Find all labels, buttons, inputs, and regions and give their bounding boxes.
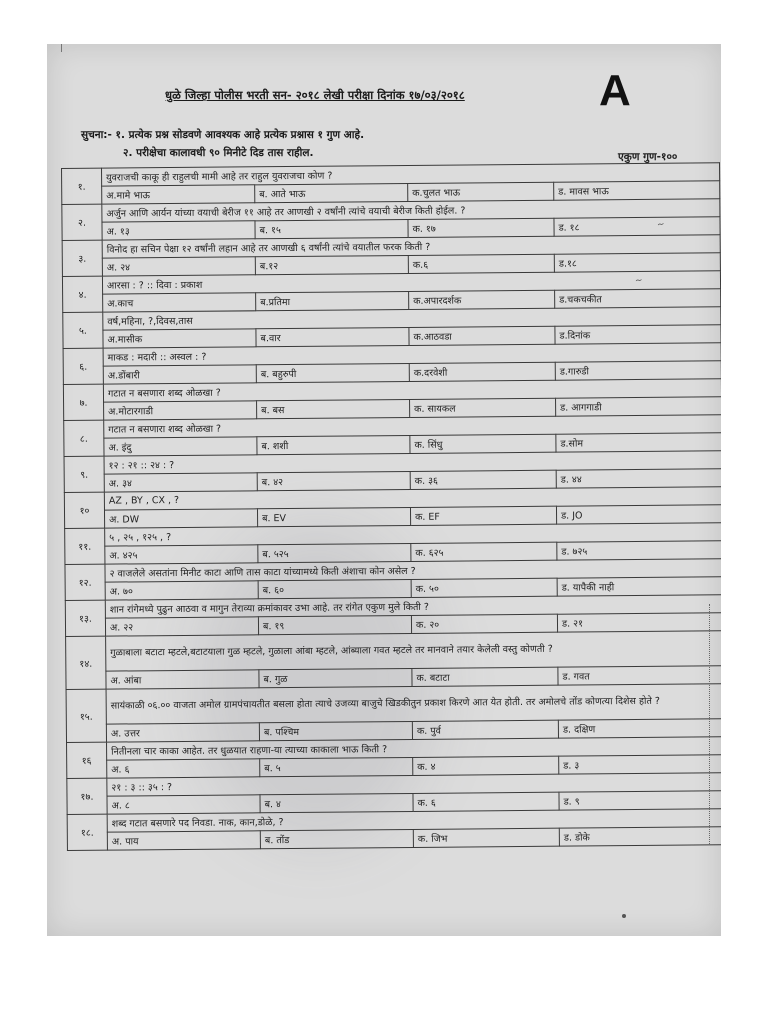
answer-option: अ. १३ (102, 221, 255, 240)
questions-table (61, 162, 721, 851)
answer-option: क.अपारदर्शक (409, 290, 555, 309)
question-text: विनोद हा सचिन पेक्षा १२ वर्षांनी लहान आहे तर आणखी ६ वर्षांनी त्यांचे वयातील फरक किती ? (102, 235, 720, 258)
answer-option: क. ३६ (410, 470, 556, 489)
answer-option: ब. १९ (258, 615, 411, 634)
question-text: १२ : २१ :: २४ : ? (104, 451, 721, 474)
exam-title: धुळे जिल्हा पोलीस भरती सन- २०१८ लेखी परीक्षा दिनांक १७/०३/२०१८ (165, 88, 465, 102)
exam-paper-sheet (47, 44, 721, 936)
margin-scribble (709, 604, 718, 844)
answer-option: ड.गारुडी (555, 361, 721, 380)
answer-option: ड. डोके (559, 827, 721, 846)
question-text: शब्द गटात बसणारे पद निवडा. नाक, कान,डोळे, ? (107, 809, 721, 832)
answer-option: अ. DW (104, 509, 257, 528)
answer-option: अ. ८ (107, 795, 260, 814)
question-text: गटात न बसणारा शब्द ओळखा ? (103, 379, 721, 402)
question-number: २. (62, 204, 102, 240)
answer-option: क. ६ (413, 792, 559, 811)
question-number: ६. (63, 348, 103, 384)
question-text: नितीनला चार काका आहेत. तर धुळयात राहणा-या त्याच्या काकाला भाऊ किती ? (107, 737, 721, 760)
question-text: AZ , BY , CX , ? (104, 487, 721, 510)
answer-option: क. २० (411, 614, 557, 633)
answer-option: ब. ४२ (257, 471, 410, 490)
question-number: ९. (64, 456, 104, 492)
answer-option: क. पुर्व (412, 720, 558, 739)
answer-option: अ.डोंबारी (103, 365, 256, 384)
question-text: गुळाबाला बटाटा म्हटले,बटाटयाला गुळ म्हटले, गुळाला आंबा म्हटले, आंब्याला गवत म्हटले तर मानवाने तयार केलेली वस्तु कोणती ? (106, 631, 721, 671)
answer-option: अ.काच (103, 293, 256, 312)
question-number: १० (64, 492, 104, 528)
answer-option: ब. बहुरुपी (256, 363, 409, 382)
question-text: वर्ष,महिना, ?,दिवस,तास (103, 307, 721, 330)
instruction-2: २. परीक्षेचा कालावधी ९० मिनीटे दिड तास राहील. (123, 147, 314, 159)
question-text: २ वाजलेले असतांना मिनीट काटा आणि तास काटा यांच्यामध्ये किती अंशाचा कोन असेल ? (105, 559, 721, 582)
question-row (66, 684, 721, 725)
answer-option: ड. यापैकी नाही (557, 577, 721, 596)
answer-option: ब.प्रतिमा (256, 291, 409, 310)
answer-option: ब. पश्चिम (259, 721, 412, 740)
question-number: १५. (66, 689, 106, 742)
answer-option: ब. ५ (260, 757, 413, 776)
answer-option: ड. ७२५ (557, 541, 721, 560)
answer-option: ब.वार (256, 327, 409, 346)
answer-option: क.दरवेशी (409, 362, 555, 381)
answer-option: क. १७ (408, 218, 554, 237)
answer-option: क. ६२५ (411, 542, 557, 561)
answer-option: ब. बस (257, 399, 410, 418)
answer-option: क. बटाटा (412, 667, 558, 686)
answer-option: क. ४ (413, 756, 559, 775)
question-text: ५ , २५ , १२५ , ? (105, 523, 721, 546)
answer-option: अ. आंबा (106, 670, 259, 689)
question-number: ५. (63, 312, 103, 348)
answer-option: ड.१८ (554, 253, 720, 272)
question-number: १८. (67, 814, 107, 850)
answer-option: अ. उत्तर (106, 723, 259, 742)
answer-option: ब. १५ (255, 219, 408, 238)
answer-option: क. जिभ (413, 828, 559, 847)
answer-option: क.६ (408, 254, 554, 273)
answer-option: ब. गुळ (259, 668, 412, 687)
question-text: सायंकाळी ०६.०० वाजता अमोल ग्रामपंचायतीत बसला होता त्याचे उजव्या बाजुचे खिडकीतुन प्रकाश किरणे आत येत होती. तर अमोलचे तोंड कोणत्या दिशेस होते ? (106, 684, 721, 724)
question-number: ११. (65, 528, 105, 564)
answer-option: ड. १८ (554, 217, 720, 236)
question-number: ७. (63, 384, 103, 420)
answer-option: ड.दिनांक (555, 325, 721, 344)
answer-option: अ. पाय (107, 831, 260, 850)
question-number: १४. (66, 636, 106, 689)
answer-option: ब. ५२५ (258, 543, 411, 562)
question-text: युवराजची काकू ही राहुलची मामी आहे तर राहुल युवराजचा कोण ? (102, 163, 720, 186)
answer-option: ब. शशी (257, 435, 410, 454)
instruction-1: सुचना:- १. प्रत्येक प्रश्न सोडवणे आवश्यक आहे प्रत्येक प्रश्नास १ गुण आहे. (81, 129, 365, 141)
answer-option: अ.मोटारगाडी (104, 401, 257, 420)
answer-option: क.आठवडा (409, 326, 555, 345)
paper-set-letter: A (599, 66, 631, 115)
question-number: ८. (64, 420, 104, 456)
answer-option: अ. ७० (105, 581, 258, 600)
answer-option: ब. तोंड (260, 829, 413, 848)
answer-option: अ. ४२५ (105, 545, 258, 564)
question-text: शान रांगेमध्ये पुढुन आठवा व मागुन तेराव्या क्रमांकावर उभा आहे. तर रांगेत एकुण मुले किती ? (105, 595, 721, 618)
answer-option: ड. JO (556, 505, 721, 524)
total-marks: एकुण गुण-१०० (618, 151, 678, 163)
ink-dot (622, 914, 626, 918)
answer-option: ड.चकचकीत (555, 289, 721, 308)
question-text: गटात न बसणारा शब्द ओळखा ? (104, 415, 721, 438)
answer-option: ड. २१ (557, 613, 721, 632)
question-row (66, 631, 721, 672)
answer-option: ड. ४४ (556, 469, 721, 488)
answer-option: अ. ६ (107, 759, 260, 778)
answer-option: क. EF (410, 506, 556, 525)
answer-option: ड. मावस भाऊ (554, 181, 720, 200)
answer-option: ड. गवत (558, 666, 721, 685)
question-number: ३. (62, 240, 102, 276)
answer-option: ब.१२ (255, 255, 408, 274)
answer-option: ब. आते भाऊ (255, 183, 408, 202)
handwritten-mark: ~ (634, 275, 644, 287)
answer-option: ड. दक्षिण (558, 719, 721, 738)
answer-option: अ. ३४ (104, 473, 257, 492)
question-text: आरसा : ? :: दिवा : प्रकाश (102, 271, 720, 294)
answer-option: अ. २२ (105, 617, 258, 636)
answer-option: क.चुलत भाऊ (408, 182, 554, 201)
answer-option: क. सिंधु (410, 434, 556, 453)
answer-option: अ. इंदु (104, 437, 257, 456)
answer-option: ब. ६० (258, 579, 411, 598)
handwritten-mark: ~ (656, 219, 666, 231)
answer-option: क. ५० (411, 578, 557, 597)
question-text: माकड : मदारी :: अस्वल : ? (103, 343, 721, 366)
answer-option: ड.सोम (556, 433, 721, 452)
question-text: २१ : ३ :: ३५ : ? (107, 773, 721, 796)
question-number: १७. (67, 778, 107, 814)
question-number: १. (62, 168, 102, 204)
question-number: १३. (65, 600, 105, 636)
answer-option: ड. ३ (559, 755, 721, 774)
answer-option: अ.मासीक (103, 329, 256, 348)
question-number: १६ (67, 742, 107, 778)
edge-mark (61, 44, 62, 52)
answer-option: ड. आगगाडी (556, 397, 721, 416)
answer-option: क. सायकल (410, 398, 556, 417)
question-number: १२. (65, 564, 105, 600)
question-text: अर्जुन आणि आर्यन यांच्या वयाची बेरीज ११ आहे तर आणखी २ वर्षांनी त्यांचे वयाची बेरीज किती होईल. ? (102, 199, 720, 222)
answer-option: अ. २४ (102, 257, 255, 276)
question-number: ४. (62, 276, 102, 312)
answer-option: अ.मामे भाऊ (102, 185, 255, 204)
answer-option: ड. ९ (559, 791, 721, 810)
answer-option: ब. ४ (260, 793, 413, 812)
answer-option: ब. EV (257, 507, 410, 526)
